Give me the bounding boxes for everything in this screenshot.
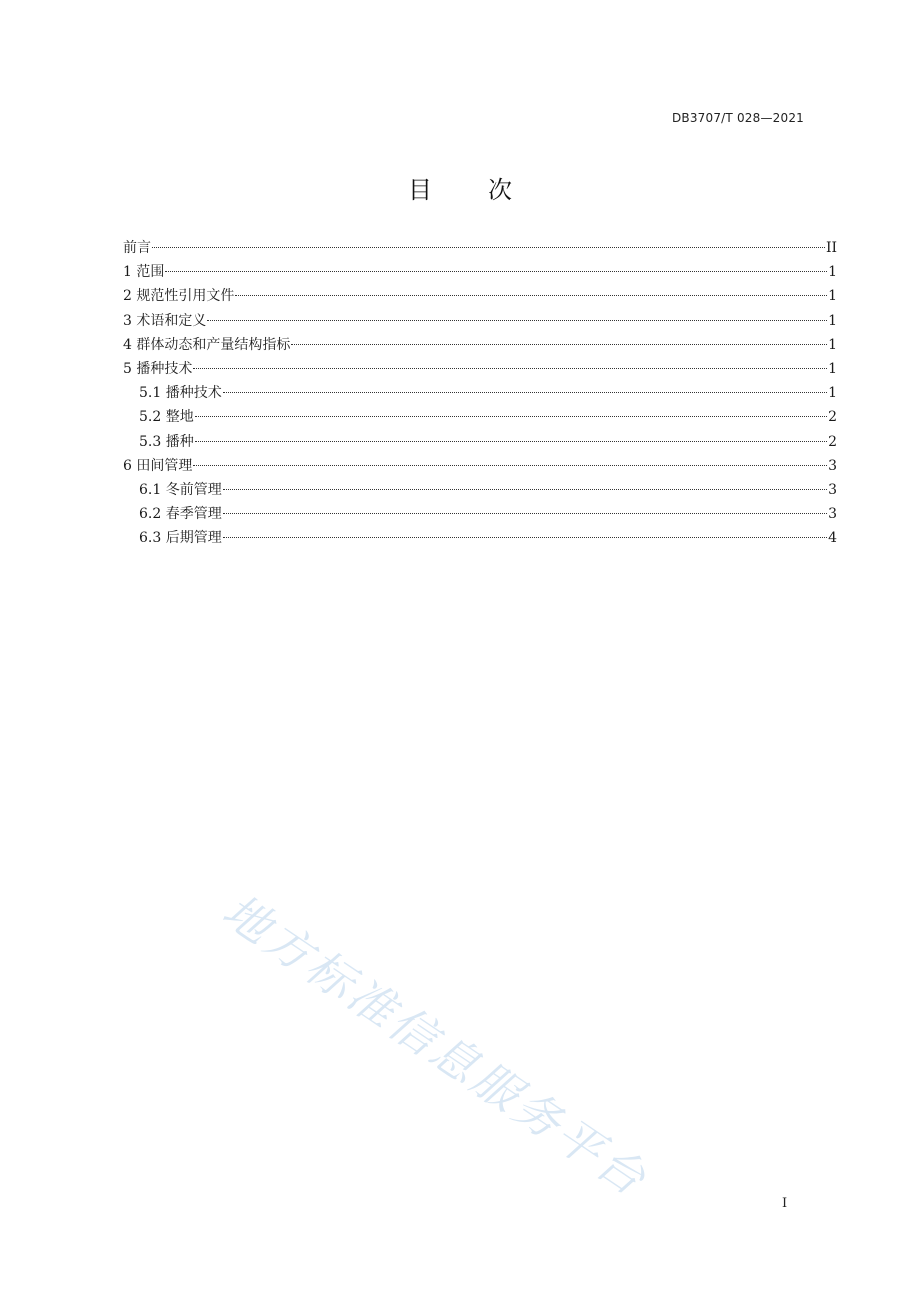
toc-entry-label: 5.2 整地	[139, 409, 194, 426]
toc-entry-label: 前言	[123, 240, 151, 256]
dot-leader	[223, 513, 827, 514]
toc-entry-page: II	[825, 240, 837, 256]
toc-entry-label: 1 范围	[123, 264, 165, 281]
toc-entry-label: 5 播种技术	[123, 360, 193, 377]
toc-entry-scope[interactable]	[123, 260, 837, 284]
toc-entry-page: 2	[828, 409, 837, 426]
toc-entry-label: 6.2 春季管理	[139, 506, 222, 523]
dot-leader	[193, 465, 827, 466]
toc-entry-normative-references[interactable]	[123, 284, 837, 308]
dot-leader	[223, 392, 827, 393]
toc-entry-5-1[interactable]	[123, 381, 837, 405]
toc-entry-page: 1	[828, 288, 837, 305]
toc-entry-5-2[interactable]	[123, 405, 837, 429]
toc-entry-5-3[interactable]	[123, 430, 837, 454]
toc-entry-field-management[interactable]	[123, 454, 837, 478]
table-of-contents	[123, 236, 837, 550]
toc-entry-page: 2	[828, 433, 837, 450]
toc-entry-label: 6 田间管理	[123, 457, 193, 474]
toc-entry-6-1[interactable]	[123, 478, 837, 502]
watermark: 地方标准信息服务平台	[213, 883, 658, 1208]
toc-entry-label: 2 规范性引用文件	[123, 288, 235, 305]
toc-entry-page: 1	[828, 360, 837, 377]
toc-entry-population-dynamics[interactable]	[123, 333, 837, 357]
dot-leader	[195, 416, 827, 417]
dot-leader	[223, 489, 827, 490]
title-char-2: 次	[488, 176, 512, 204]
toc-entry-label: 5.3 播种	[139, 433, 194, 450]
toc-entry-label: 4 群体动态和产量结构指标	[123, 336, 291, 353]
page-number: I	[782, 1196, 788, 1211]
toc-entry-page: 3	[828, 457, 837, 474]
toc-entry-page: 3	[828, 481, 837, 498]
toc-entry-page: 3	[828, 506, 837, 523]
toc-entry-terms-definitions[interactable]	[123, 309, 837, 333]
toc-entry-6-2[interactable]	[123, 502, 837, 526]
toc-entry-foreword[interactable]	[123, 236, 837, 260]
dot-leader	[291, 344, 827, 345]
toc-entry-sowing-techniques[interactable]	[123, 357, 837, 381]
toc-entry-label: 5.1 播种技术	[139, 385, 222, 402]
dot-leader	[193, 368, 827, 369]
page-title	[0, 170, 920, 205]
toc-entry-page: 1	[828, 264, 837, 281]
toc-entry-6-3[interactable]	[123, 526, 837, 550]
dot-leader	[152, 247, 825, 248]
dot-leader	[207, 320, 827, 321]
toc-entry-page: 1	[828, 312, 837, 329]
toc-entry-page: 1	[828, 336, 837, 353]
dot-leader	[195, 441, 827, 442]
toc-entry-page: 4	[828, 530, 837, 547]
toc-entry-label: 6.3 后期管理	[139, 530, 222, 547]
toc-entry-label: 3 术语和定义	[123, 312, 207, 329]
toc-entry-page: 1	[828, 385, 837, 402]
dot-leader	[223, 537, 827, 538]
toc-entry-label: 6.1 冬前管理	[139, 481, 222, 498]
dot-leader	[165, 271, 827, 272]
title-char-1: 目	[408, 176, 432, 204]
dot-leader	[235, 295, 827, 296]
document-code: DB3707/T 028—2021	[671, 111, 804, 125]
